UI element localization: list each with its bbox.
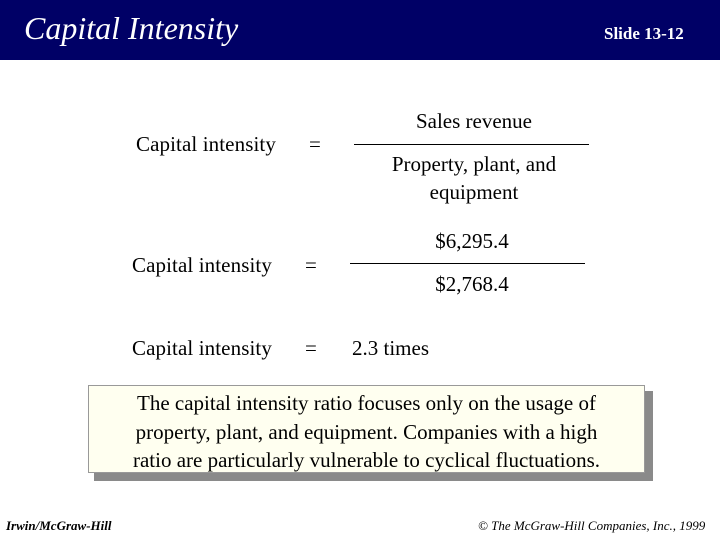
formula1-equals: = (309, 132, 321, 156)
slide-title: Capital Intensity (24, 10, 239, 46)
formula2-label: Capital intensity (132, 253, 272, 277)
formula2-numerator: $6,295.4 (435, 229, 509, 253)
callout-line1: The capital intensity ratio focuses only on the usage of (137, 391, 596, 415)
formula2-fraction-bar (350, 263, 585, 264)
formula1-fraction-bar (354, 144, 589, 145)
title-bar (0, 0, 720, 60)
callout-line2: property, plant, and equipment. Companies with a high (135, 419, 598, 444)
formula1-denominator-line1: Property, plant, and (391, 152, 557, 176)
formula1-label: Capital intensity (136, 132, 276, 156)
formula1-numerator: Sales revenue (415, 109, 533, 133)
formula3-result: 2.3 times (352, 336, 429, 360)
formula3-equals: = (305, 336, 317, 360)
formula2-denominator: $2,768.4 (435, 272, 509, 296)
formula3-label: Capital intensity (132, 336, 272, 360)
footer-publisher: Irwin/McGraw-Hill (6, 518, 112, 533)
slide-number: Slide 13-12 (604, 24, 684, 43)
formula1-denominator-line2: equipment (429, 180, 519, 204)
formula2-equals: = (305, 253, 317, 277)
callout-line3: ratio are particularly vulnerable to cyclical fluctuations. (132, 448, 601, 472)
callout-box (88, 385, 645, 473)
footer-copyright: © The McGraw-Hill Companies, Inc., 1999 (478, 518, 706, 533)
